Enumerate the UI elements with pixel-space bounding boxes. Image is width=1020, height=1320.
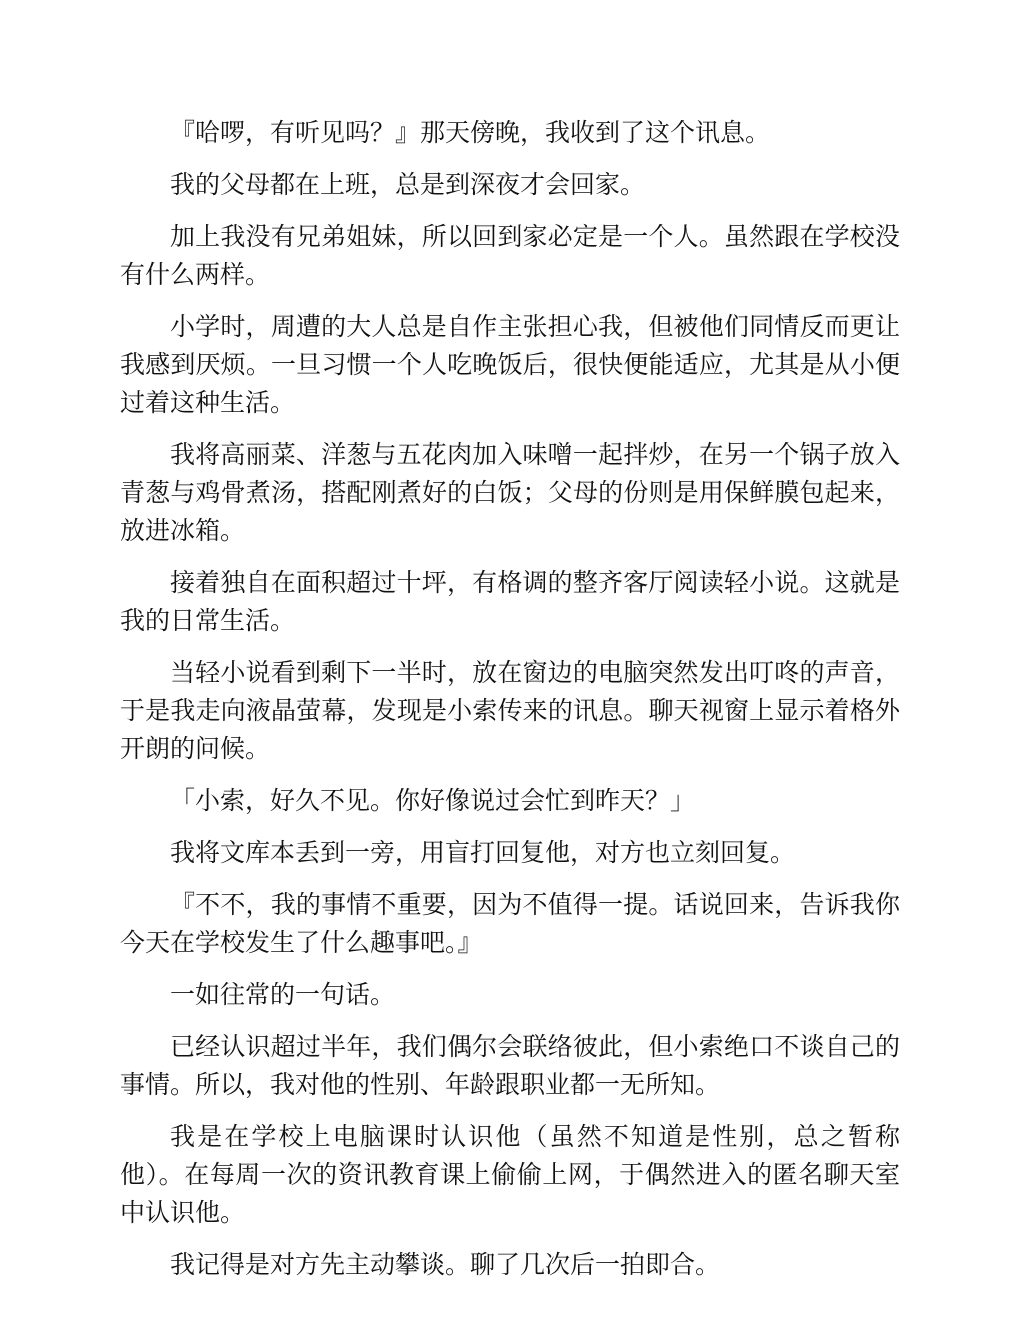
paragraph: 已经认识超过半年，我们偶尔会联络彼此，但小索绝口不谈自己的事情。所以，我对他的性别、年龄跟职业都一无所知。 [120, 1032, 900, 1099]
paragraph: 我的父母都在上班，总是到深夜才会回家。 [170, 170, 646, 199]
paragraph: 小学时，周遭的大人总是自作主张担心我，但被他们同情反而更让我感到厌烦。一旦习惯一个人吃晚饭后，很快便能适应，尤其是从小便过着这种生活。 [120, 312, 900, 417]
paragraph: 我是在学校上电脑课时认识他（虽然不知道是性别，总之暂称他）。在每周一次的资讯教育课上偷偷上网，于偶然进入的匿名聊天室中认识他。 [120, 1122, 900, 1227]
paragraph: 我将文库本丢到一旁，用盲打回复他，对方也立刻回复。 [170, 838, 796, 867]
paragraph: 我记得是对方先主动攀谈。聊了几次后一拍即合。 [170, 1250, 721, 1279]
paragraph: 『哈啰，有听见吗？』那天傍晚，我收到了这个讯息。 [170, 118, 771, 147]
document-body [120, 114, 900, 1298]
paragraph: 接着独自在面积超过十坪，有格调的整齐客厅阅读轻小说。这就是我的日常生活。 [120, 568, 900, 635]
paragraph: 一如往常的一句话。 [170, 980, 396, 1009]
paragraph: 当轻小说看到剩下一半时，放在窗边的电脑突然发出叮咚的声音，于是我走向液晶萤幕，发现是小索传来的讯息。聊天视窗上显示着格外开朗的问候。 [120, 658, 900, 763]
paragraph: 加上我没有兄弟姐妹，所以回到家必定是一个人。虽然跟在学校没有什么两样。 [120, 222, 900, 289]
paragraph: 「小索，好久不见。你好像说过会忙到昨天？」 [170, 786, 696, 815]
paragraph: 『不不，我的事情不重要，因为不值得一提。话说回来，告诉我你今天在学校发生了什么趣事吧。』 [120, 890, 900, 957]
paragraph: 我将高丽菜、洋葱与五花肉加入味噌一起拌炒，在另一个锅子放入青葱与鸡骨煮汤，搭配刚煮好的白饭；父母的份则是用保鲜膜包起来，放进冰箱。 [120, 440, 900, 545]
